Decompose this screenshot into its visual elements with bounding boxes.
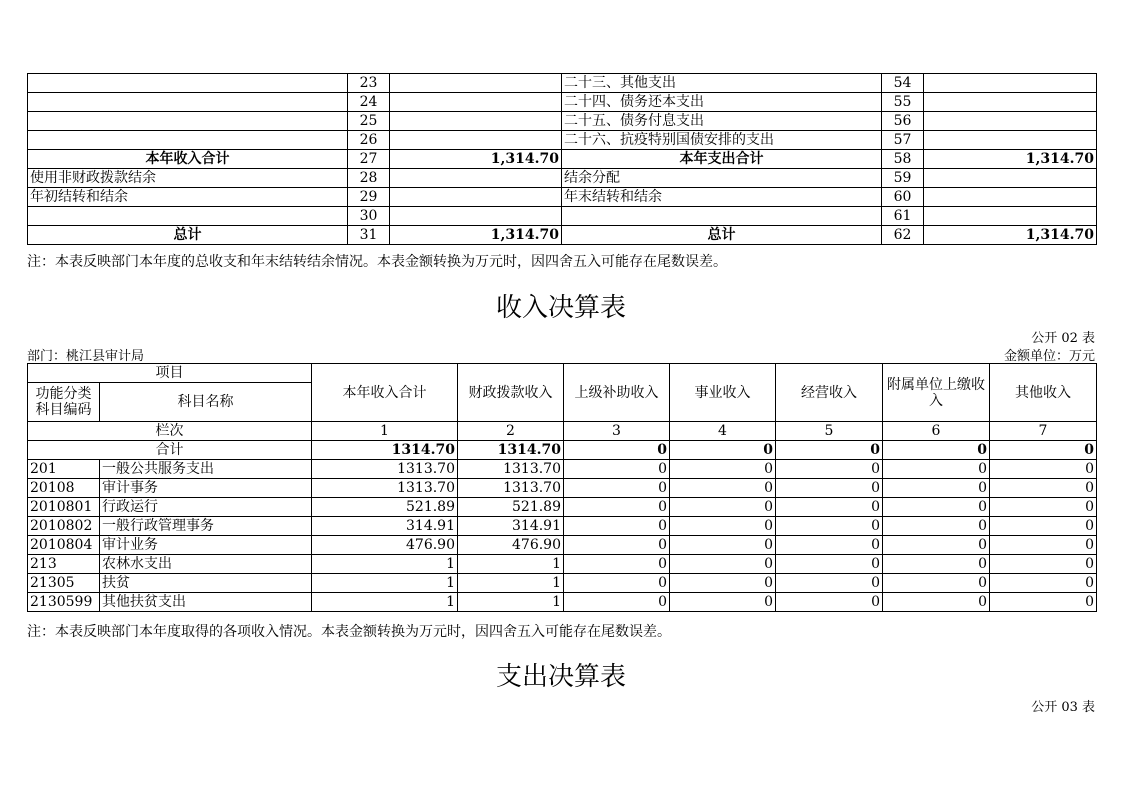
line-number: 59: [882, 169, 924, 188]
expense-item: 二十六、抗疫特别国债安排的支出: [562, 131, 882, 150]
table-row: [28, 112, 1097, 131]
income-amount: [390, 169, 562, 188]
income-value: 0: [883, 517, 990, 536]
total-value: 1314.70: [312, 441, 458, 460]
expense-amount: [924, 207, 1097, 226]
income-header-row: [28, 364, 1097, 383]
table-row: [28, 169, 1097, 188]
subject-code: 2010802: [28, 517, 100, 536]
income-value: 0: [670, 460, 776, 479]
income-value: 521.89: [312, 498, 458, 517]
expense-amount: [924, 74, 1097, 93]
line-number: 55: [882, 93, 924, 112]
expense-amount: [924, 93, 1097, 112]
header-code: 功能分类 科目编码: [28, 383, 100, 422]
income-amount: 1,314.70: [390, 226, 562, 245]
col-index: 5: [776, 422, 883, 441]
income-amount: [390, 131, 562, 150]
subject-name: 其他扶贫支出: [100, 593, 312, 612]
expense-amount: [924, 169, 1097, 188]
income-amount: [390, 207, 562, 226]
line-number: 25: [348, 112, 390, 131]
income-item: 总计: [28, 226, 348, 245]
total-value: 1314.70: [458, 441, 564, 460]
table-row: [28, 74, 1097, 93]
income-value: 0: [990, 593, 1097, 612]
header-name: 科目名称: [100, 383, 312, 422]
income-item: [28, 207, 348, 226]
income-value: 0: [990, 517, 1097, 536]
table-row: [28, 593, 1097, 612]
summary-table-body: [28, 74, 1097, 245]
income-value: 1313.70: [312, 479, 458, 498]
total-value: 0: [883, 441, 990, 460]
income-value: 0: [883, 574, 990, 593]
income-value: 0: [564, 498, 670, 517]
income-value: 0: [776, 574, 883, 593]
table-row: [28, 93, 1097, 112]
summary-table: [27, 73, 1097, 245]
income-value: 0: [883, 593, 990, 612]
income-amount: [390, 188, 562, 207]
col-index: 3: [564, 422, 670, 441]
col-index: 4: [670, 422, 776, 441]
header-item: 项目: [28, 364, 312, 383]
income-value: 1: [458, 555, 564, 574]
income-value: 0: [670, 574, 776, 593]
line-number: 31: [348, 226, 390, 245]
subject-name: 审计事务: [100, 479, 312, 498]
income-value: 0: [670, 498, 776, 517]
income-value: 0: [883, 498, 990, 517]
expense-item: 本年支出合计: [562, 150, 882, 169]
income-value: 0: [776, 593, 883, 612]
col-header-3: 上级补助收入: [564, 364, 670, 422]
income-value: 0: [564, 536, 670, 555]
income-title: 收入决算表: [495, 293, 626, 323]
line-number: 24: [348, 93, 390, 112]
income-value: 0: [564, 593, 670, 612]
income-value: 0: [990, 498, 1097, 517]
income-note: 注：本表反映部门本年度取得的各项收入情况。本表金额转换为万元时，因四舍五入可能存在尾数误差。: [27, 624, 671, 640]
line-number: 58: [882, 150, 924, 169]
income-value: 0: [564, 517, 670, 536]
line-number: 62: [882, 226, 924, 245]
subject-code: 20108: [28, 479, 100, 498]
expense-item: 二十四、债务还本支出: [562, 93, 882, 112]
table-row: [28, 207, 1097, 226]
expense-item: 总计: [562, 226, 882, 245]
table-row: [28, 536, 1097, 555]
income-amount: [390, 112, 562, 131]
subject-code: 2130599: [28, 593, 100, 612]
income-value: 0: [990, 574, 1097, 593]
income-item: 本年收入合计: [28, 150, 348, 169]
income-value: 1: [458, 574, 564, 593]
table-row: [28, 517, 1097, 536]
expense-title: 支出决算表: [495, 662, 626, 692]
col-index: 7: [990, 422, 1097, 441]
amount-unit-label: 金额单位：万元: [1003, 349, 1095, 364]
income-value: 0: [670, 517, 776, 536]
subject-name: 一般公共服务支出: [100, 460, 312, 479]
subject-code: 201: [28, 460, 100, 479]
line-number: 27: [348, 150, 390, 169]
table-row: [28, 226, 1097, 245]
col-header-7: 其他收入: [990, 364, 1097, 422]
col-index-row: [28, 422, 1097, 441]
expense-amount: 1,314.70: [924, 150, 1097, 169]
line-number: 54: [882, 74, 924, 93]
income-value: 0: [990, 479, 1097, 498]
line-number: 61: [882, 207, 924, 226]
subject-code: 2010804: [28, 536, 100, 555]
income-value: 0: [670, 555, 776, 574]
col-index: 6: [883, 422, 990, 441]
income-value: 1: [312, 555, 458, 574]
expense-item: 年末结转和结余: [562, 188, 882, 207]
income-amount: 1,314.70: [390, 150, 562, 169]
col-index: 2: [458, 422, 564, 441]
income-value: 476.90: [458, 536, 564, 555]
income-item: [28, 74, 348, 93]
col-header-2: 财政拨款收入: [458, 364, 564, 422]
col-header-1: 本年收入合计: [312, 364, 458, 422]
income-value: 0: [776, 479, 883, 498]
col-header-4: 事业收入: [670, 364, 776, 422]
expense-item: 二十三、其他支出: [562, 74, 882, 93]
income-table-code: 公开 02 表: [1031, 331, 1095, 346]
table-row: [28, 131, 1097, 150]
table-row: [28, 498, 1097, 517]
income-amount: [390, 74, 562, 93]
income-value: 314.91: [458, 517, 564, 536]
income-value: 0: [990, 460, 1097, 479]
total-value: 0: [776, 441, 883, 460]
subject-name: 扶贫: [100, 574, 312, 593]
expense-amount: 1,314.70: [924, 226, 1097, 245]
table-row: [28, 460, 1097, 479]
income-item: [28, 131, 348, 150]
income-amount: [390, 93, 562, 112]
total-row: [28, 441, 1097, 460]
income-value: 0: [883, 479, 990, 498]
summary-note: 注：本表反映部门本年度的总收支和年末结转结余情况。本表金额转换为万元时，因四舍五入可能存在尾数误差。: [27, 254, 727, 270]
expense-amount: [924, 112, 1097, 131]
table-row: [28, 150, 1097, 169]
income-value: 1: [312, 593, 458, 612]
income-value: 0: [776, 460, 883, 479]
income-value: 0: [670, 593, 776, 612]
line-number: 56: [882, 112, 924, 131]
col-header-5: 经营收入: [776, 364, 883, 422]
expense-amount: [924, 131, 1097, 150]
income-value: 0: [990, 555, 1097, 574]
income-item: [28, 112, 348, 131]
income-item: [28, 93, 348, 112]
table-row: [28, 479, 1097, 498]
total-label: 合计: [28, 441, 312, 460]
table-row: [28, 188, 1097, 207]
income-value: 521.89: [458, 498, 564, 517]
subject-code: 21305: [28, 574, 100, 593]
col-header-6: 附属单位上缴收入: [883, 364, 990, 422]
income-value: 0: [564, 460, 670, 479]
expense-item: 二十五、债务付息支出: [562, 112, 882, 131]
line-number: 57: [882, 131, 924, 150]
income-value: 1313.70: [458, 479, 564, 498]
subject-code: 2010801: [28, 498, 100, 517]
income-table: [27, 363, 1097, 612]
income-value: 1313.70: [312, 460, 458, 479]
income-value: 1: [458, 593, 564, 612]
total-value: 0: [564, 441, 670, 460]
income-item: 使用非财政拨款结余: [28, 169, 348, 188]
income-table-body: [28, 364, 1097, 612]
income-value: 0: [776, 555, 883, 574]
income-value: 0: [990, 536, 1097, 555]
line-number: 26: [348, 131, 390, 150]
income-value: 0: [564, 479, 670, 498]
income-value: 0: [670, 536, 776, 555]
line-number: 28: [348, 169, 390, 188]
income-value: 0: [883, 460, 990, 479]
income-value: 476.90: [312, 536, 458, 555]
subject-name: 农林水支出: [100, 555, 312, 574]
expense-item: 结余分配: [562, 169, 882, 188]
line-number: 60: [882, 188, 924, 207]
total-value: 0: [990, 441, 1097, 460]
col-index-label: 栏次: [28, 422, 312, 441]
expense-amount: [924, 188, 1097, 207]
line-number: 29: [348, 188, 390, 207]
income-value: 314.91: [312, 517, 458, 536]
expense-table-code: 公开 03 表: [1031, 700, 1095, 715]
income-value: 0: [670, 479, 776, 498]
income-value: 0: [776, 498, 883, 517]
income-value: 0: [883, 555, 990, 574]
line-number: 23: [348, 74, 390, 93]
subject-name: 一般行政管理事务: [100, 517, 312, 536]
income-value: 0: [564, 574, 670, 593]
line-number: 30: [348, 207, 390, 226]
subject-name: 审计业务: [100, 536, 312, 555]
income-value: 0: [883, 536, 990, 555]
income-item: 年初结转和结余: [28, 188, 348, 207]
subject-name: 行政运行: [100, 498, 312, 517]
table-row: [28, 574, 1097, 593]
total-value: 0: [670, 441, 776, 460]
col-index: 1: [312, 422, 458, 441]
income-value: 1313.70: [458, 460, 564, 479]
income-value: 0: [776, 536, 883, 555]
income-value: 0: [564, 555, 670, 574]
expense-item: [562, 207, 882, 226]
income-value: 1: [312, 574, 458, 593]
income-value: 0: [776, 517, 883, 536]
subject-code: 213: [28, 555, 100, 574]
department-label: 部门：桃江县审计局: [27, 349, 145, 364]
table-row: [28, 555, 1097, 574]
